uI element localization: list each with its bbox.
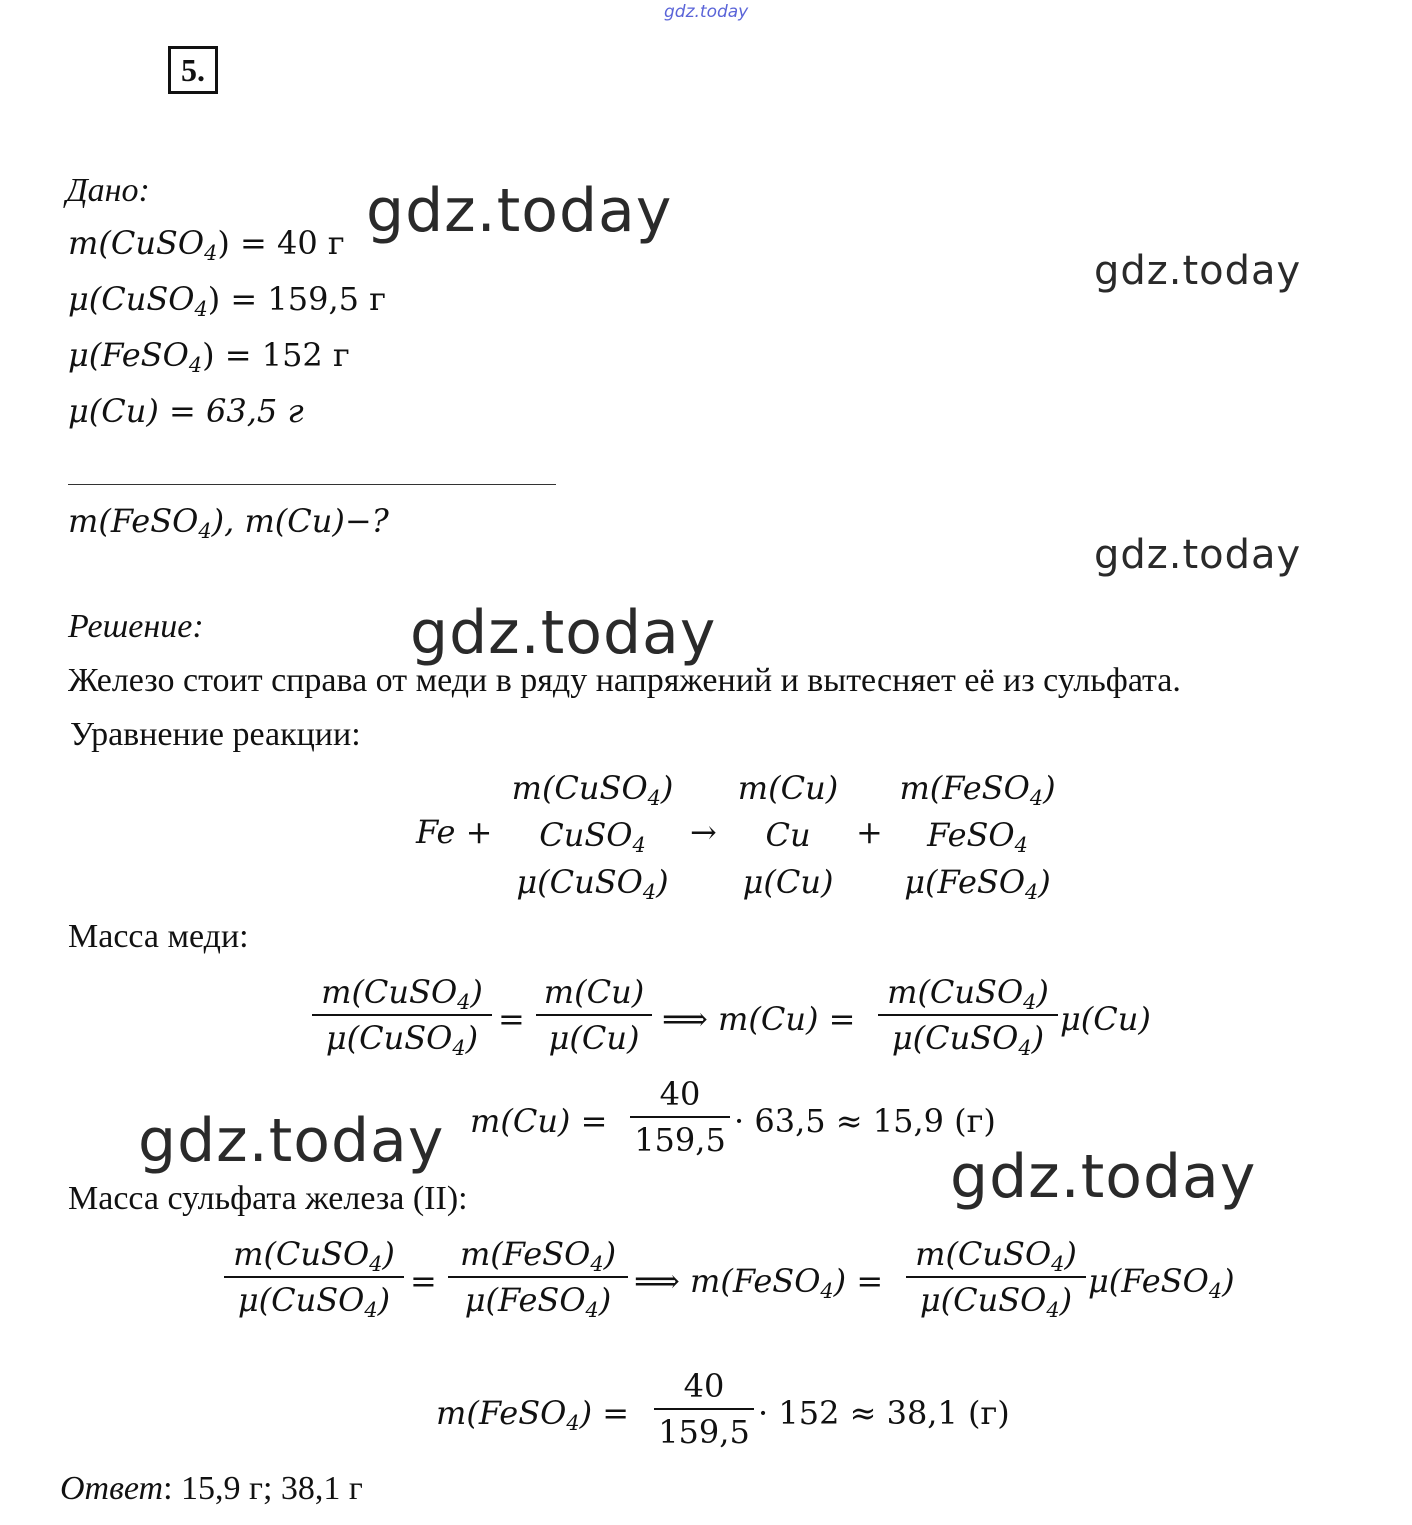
iron-calc-lhs: m(FeSO$_4$) =: [436, 1394, 630, 1436]
iron-equals: =: [410, 1262, 437, 1300]
copper-implies: ⟹ m(Cu) =: [662, 1000, 856, 1038]
iron-fraction-cuso4: m(CuSO$_4$) μ(CuSO$_4$): [224, 1232, 404, 1322]
iron-sulfate-heading: Масса сульфата железа (II):: [68, 1180, 468, 1217]
watermark: gdz.today: [366, 176, 673, 246]
solution-text-reaction-heading: Уравнение реакции:: [70, 716, 361, 753]
find-line: m(FeSO$_4$), m(Cu)−?: [68, 502, 389, 544]
watermark: gdz.today: [410, 598, 717, 668]
copper-heading: Масса меди:: [68, 918, 249, 955]
copper-equals: =: [498, 1000, 525, 1038]
iron-fraction-result: m(CuSO$_4$) μ(CuSO$_4$): [906, 1232, 1086, 1322]
top-watermark: gdz.today: [664, 2, 749, 22]
answer-line: [60, 1470, 363, 1508]
reaction-arrow: →: [690, 813, 717, 851]
solution-label: Решение:: [68, 608, 204, 645]
reaction-plus: +: [856, 813, 883, 851]
given-line-molar-cu: μ(Cu) = 63,5 г: [68, 392, 304, 430]
reaction-cuso4-column: m(CuSO$_4$) CuSO$_4$ μ(CuSO$_4$): [511, 769, 674, 905]
reaction-feso4-column: m(FeSO$_4$) FeSO$_4$ μ(FeSO$_4$): [899, 769, 1056, 905]
copper-calc-lhs: m(Cu) =: [470, 1102, 608, 1140]
copper-fraction-cu: $\frac{m(Cu)}{\mu(Cu)}$: [536, 970, 652, 1060]
copper-fraction-result: m(CuSO$_4$) μ(CuSO$_4$): [878, 970, 1058, 1060]
copper-calc-result: · 63,5 ≈ 15,9 (г): [734, 1102, 996, 1140]
watermark: gdz.today: [138, 1106, 445, 1176]
reaction-cu-column: m(Cu) Cu μ(Cu): [737, 769, 839, 901]
given-label: Дано:: [66, 172, 150, 209]
answer-label: Ответ: [60, 1470, 164, 1507]
given-divider: [68, 484, 556, 485]
task-number-badge: 5.: [168, 46, 218, 94]
copper-calc-fraction: $\frac{40}{159,5}$: [630, 1072, 730, 1162]
watermark: gdz.today: [1094, 532, 1302, 578]
iron-calc-fraction: $\frac{40}{159,5}$: [654, 1364, 754, 1454]
given-line-molar-cuso4: μ(CuSO$_4$) = 159,5 г: [68, 280, 386, 322]
answer-values: : 15,9 г; 38,1 г: [163, 1470, 363, 1507]
iron-implies: ⟹ m(FeSO$_4$) =: [634, 1262, 884, 1304]
watermark: gdz.today: [1094, 248, 1302, 294]
copper-molar-factor: μ(Cu): [1060, 1000, 1151, 1038]
given-line-mass-cuso4: m(CuSO$_4$) = 40 г: [68, 224, 345, 266]
given-line-molar-feso4: μ(FeSO$_4$) = 152 г: [68, 336, 350, 378]
iron-fraction-feso4: m(FeSO$_4$) μ(FeSO$_4$): [448, 1232, 628, 1322]
copper-fraction-cuso4: m(CuSO$_4$) μ(CuSO$_4$): [312, 970, 492, 1060]
watermark: gdz.today: [950, 1142, 1257, 1212]
iron-calc-result: · 152 ≈ 38,1 (г): [758, 1394, 1010, 1432]
iron-molar-factor: μ(FeSO$_4$): [1088, 1262, 1235, 1304]
solution-text-explanation: Железо стоит справа от меди в ряду напряжений и вытесняет её из сульфата.: [68, 662, 1181, 699]
reaction-fe: Fe +: [416, 813, 493, 851]
